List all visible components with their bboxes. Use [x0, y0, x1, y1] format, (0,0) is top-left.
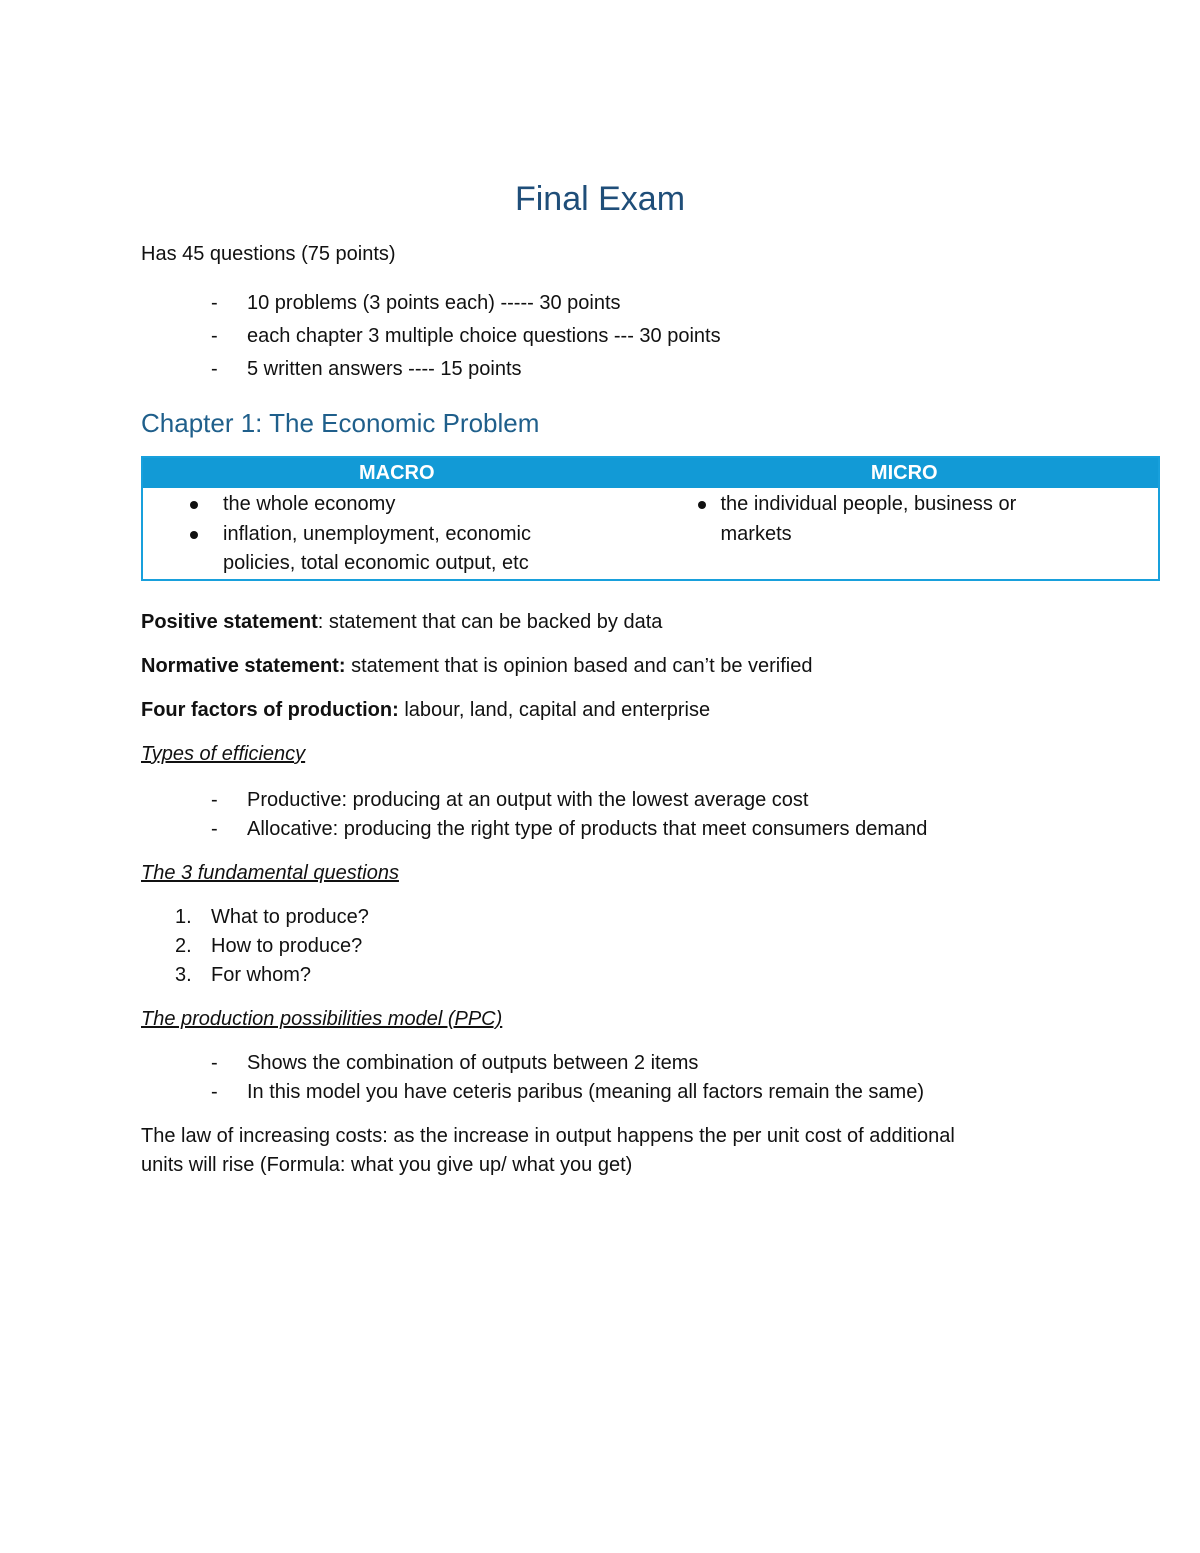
questions-heading: The 3 fundamental questions	[141, 862, 399, 884]
macro-list	[143, 490, 651, 579]
ppc-heading: The production possibilities model (PPC)	[141, 1008, 503, 1030]
exam-breakdown-list	[141, 287, 721, 386]
intro-text: Has 45 questions (75 points)	[141, 243, 396, 265]
list-item: - In this model you have ceteris paribus (meaning all factors remain the same)	[141, 1078, 924, 1107]
questions-list	[141, 903, 369, 990]
list-item: the whole economy	[143, 490, 651, 520]
list-item: - Allocative: producing the right type of products that meet consumers demand	[141, 815, 927, 844]
list-item: - Shows the combination of outputs between 2 items	[141, 1049, 924, 1078]
list-text: How to produce?	[211, 935, 363, 957]
list-item: - Productive: producing at an output with the lowest average cost	[141, 786, 927, 815]
micro-header: MICRO	[870, 462, 938, 484]
definition-term: Normative statement:	[141, 655, 346, 677]
definition-text: labour, land, capital and enterprise	[398, 699, 711, 721]
macro-header: MACRO	[358, 462, 435, 484]
list-item: - each chapter 3 multiple choice questions --- 30 points	[141, 320, 721, 353]
definition-term: Positive statement	[141, 611, 318, 633]
micro-list	[651, 490, 1159, 549]
chapter-heading: Chapter 1: The Economic Problem	[141, 408, 540, 438]
list-number: 2.	[175, 935, 192, 957]
definition-normative	[141, 652, 812, 681]
law-increasing-costs: The law of increasing costs: as the increase in output happens the per unit cost of additional units will rise (Formula: what you give up/ what you get)	[141, 1125, 955, 1176]
list-item: - 5 written answers ---- 15 points	[141, 353, 721, 386]
efficiency-heading: Types of efficiency	[141, 743, 306, 765]
definition-term: Four factors of production:	[141, 699, 399, 721]
list-item	[141, 932, 369, 961]
definition-text: statement that is opinion based and can’t be verified	[345, 655, 813, 677]
ppc-list	[141, 1049, 924, 1107]
macro-cell	[143, 490, 651, 579]
definition-text: statement that can be backed by data	[323, 611, 663, 633]
macro-micro-table	[141, 456, 1160, 581]
list-item	[141, 961, 369, 990]
list-item: - 10 problems (3 points each) ----- 30 points	[141, 287, 721, 320]
definition-factors	[141, 696, 710, 725]
list-item: inflation, unemployment, economic policies, total economic output, etc	[143, 520, 651, 579]
list-number: 1.	[175, 906, 192, 928]
definition-positive	[141, 608, 662, 637]
table-body-row	[143, 488, 1158, 579]
list-text: What to produce?	[211, 906, 369, 928]
list-number: 3.	[175, 964, 192, 986]
table-header-row	[143, 458, 1158, 488]
list-text: For whom?	[211, 964, 312, 986]
list-item	[141, 903, 369, 932]
definition-sep: :	[317, 611, 324, 633]
efficiency-list	[141, 786, 927, 844]
page-title: Final Exam	[514, 180, 686, 218]
list-item: the individual people, business or markets	[651, 490, 1159, 549]
micro-cell	[651, 490, 1159, 579]
